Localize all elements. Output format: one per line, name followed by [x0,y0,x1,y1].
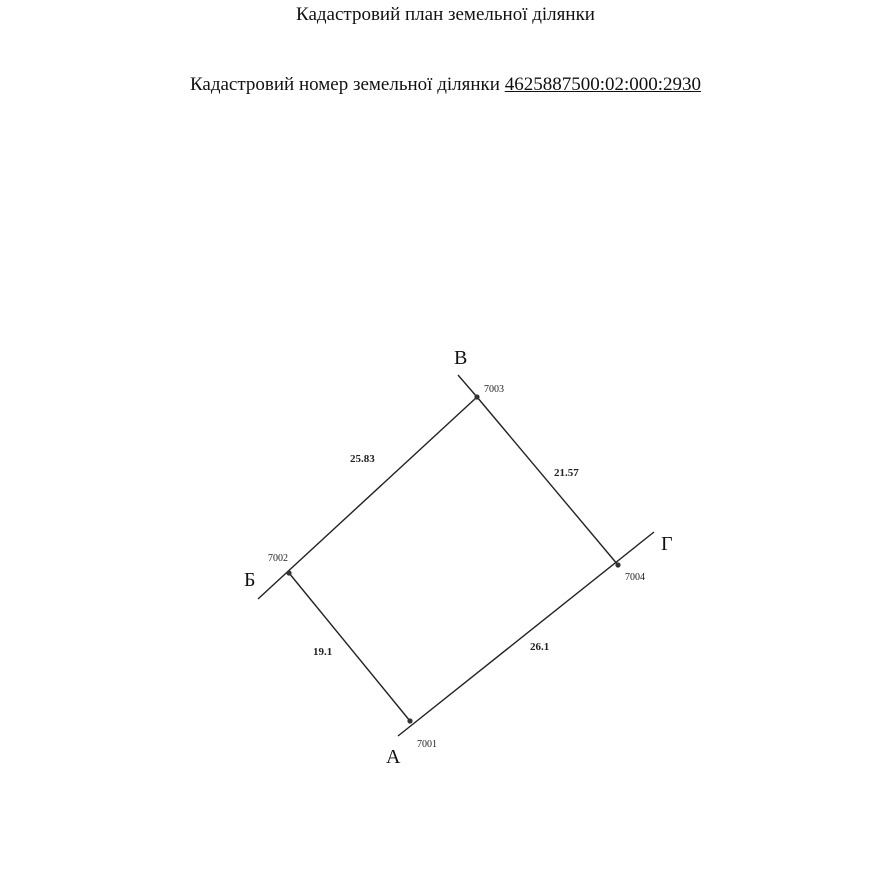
boundary-b-v [258,397,477,599]
point-id-a: 7001 [417,739,437,750]
vertex-v [474,394,479,399]
corner-label-b: Б [244,569,256,591]
vertex-g [615,562,620,567]
corner-label-g: Г [661,533,673,555]
boundary-g-a [398,532,654,736]
point-id-b: 7002 [268,553,288,564]
point-id-g: 7004 [625,572,645,583]
page-title: Кадастровий план земельної ділянки [296,4,595,25]
side-length-a-b: 19.1 [313,646,333,658]
corner-label-v: В [454,347,468,369]
point-id-v: 7003 [484,384,504,395]
vertex-b [286,570,291,575]
side-length-b-v: 25.83 [350,453,375,465]
cadastral-number-value: 4625887500:02:000:2930 [504,74,702,95]
boundary-v-extension [458,375,477,397]
side-length-v-g: 21.57 [554,467,579,479]
boundary-v-g [477,397,618,565]
cadastral-number-label: Кадастровий номер земельної ділянки [189,74,500,95]
corner-label-a: А [386,746,401,768]
vertex-a [407,718,412,723]
boundary-a-b [289,573,410,721]
side-length-g-a: 26.1 [530,641,550,653]
